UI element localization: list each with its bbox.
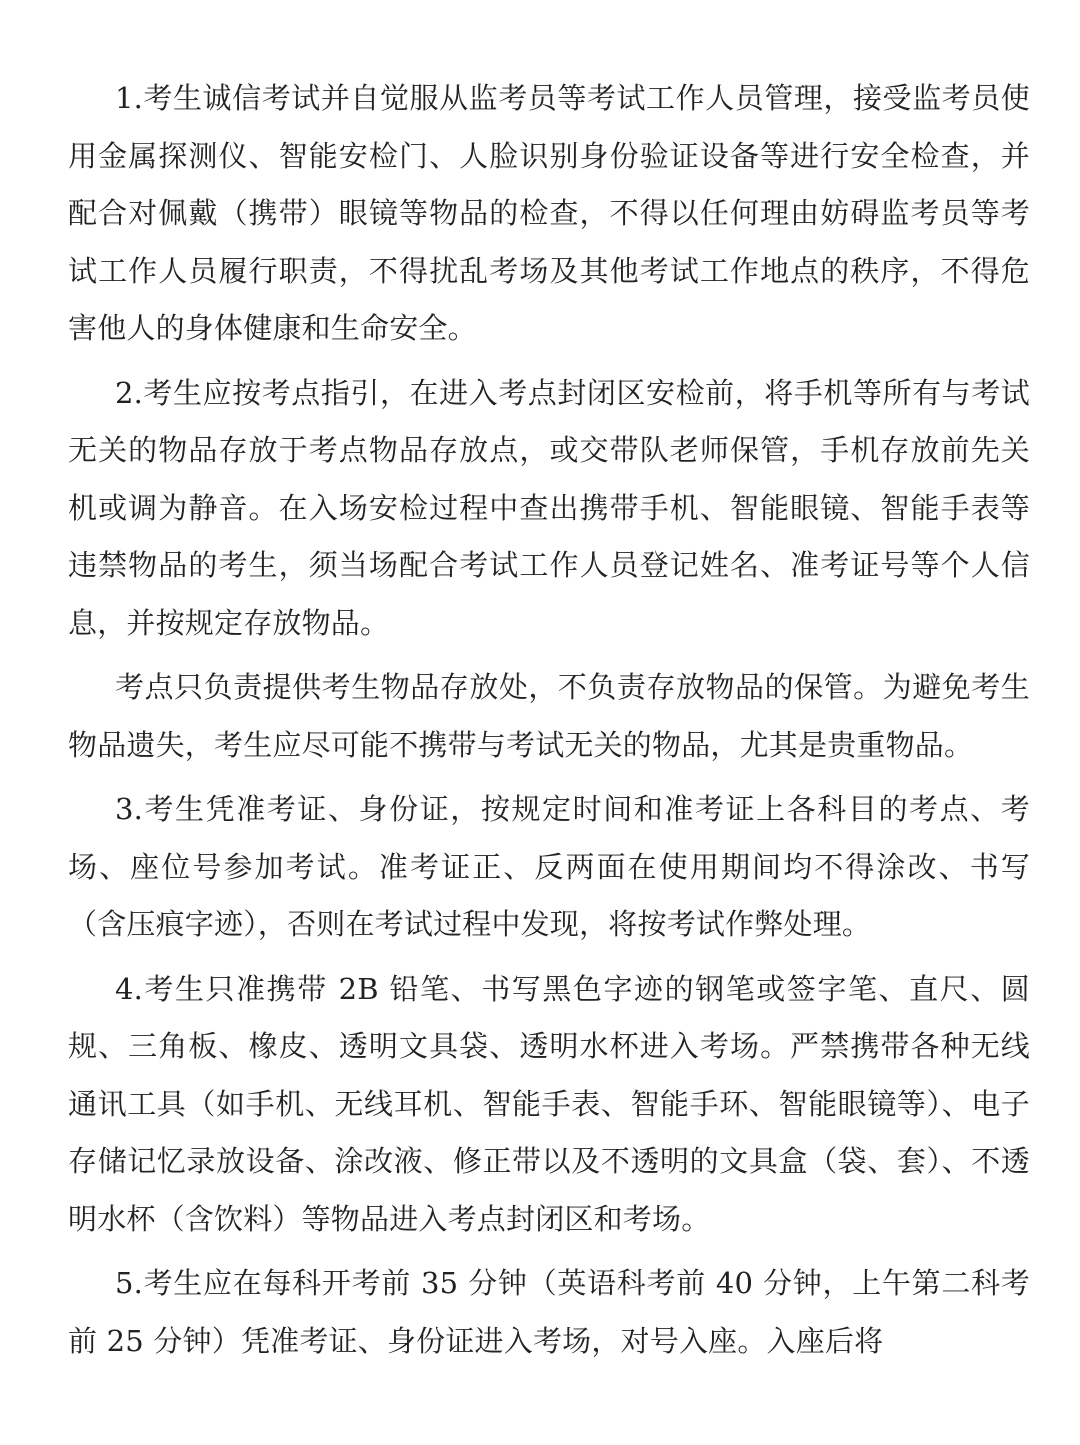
paragraph-rule-2: 2.考生应按考点指引，在进入考点封闭区安检前，将手机等所有与考试无关的物品存放于考点物品存放点，或交带队老师保管，手机存放前先关机或调为静音。在入场安检过程中查出携带手机、智能眼镜、智能手表等违禁物品的考生，须当场配合考试工作人员登记姓名、准考证号等个人信息，并按规定存放物品。: [68, 375, 1030, 640]
paragraph-rule-2-note: 考点只负责提供考生物品存放处，不负责存放物品的保管。为避免考生物品遗失，考生应尽可能不携带与考试无关的物品，尤其是贵重物品。: [68, 670, 1030, 762]
paragraph-rule-4: 4.考生只准携带 2B 铅笔、书写黑色字迹的钢笔或签字笔、直尺、圆规、三角板、橡皮、透明文具袋、透明水杯进入考场。严禁携带各种无线通讯工具（如手机、无线耳机、智能手表、智能手环、智能眼镜等）、电子存储记忆录放设备、涂改液、修正带以及不透明的文具盒（袋、套）、不透明水杯（含饮料）等物品进入考点封闭区和考场。: [68, 971, 1030, 1236]
paragraph-rule-1: 1.考生诚信考试并自觉服从监考员等考试工作人员管理，接受监考员使用金属探测仪、智能安检门、人脸识别身份验证设备等进行安全检查，并配合对佩戴（携带）眼镜等物品的检查，不得以任何理由妨碍监考员等考试工作人员履行职责，不得扰乱考场及其他考试工作地点的秩序，不得危害他人的身体健康和生命安全。: [68, 81, 1030, 345]
paragraph-rule-5: 5.考生应在每科开考前 35 分钟（英语科考前 40 分钟，上午第二科考前 25 分钟）凭准考证、身份证进入考场，对号入座。入座后将: [68, 1266, 1030, 1358]
document-body: [68, 70, 1030, 1377]
paragraph-rule-3: 3.考生凭准考证、身份证，按规定时间和准考证上各科目的考点、考场、座位号参加考试。准考证正、反两面在使用期间均不得涂改、书写（含压痕字迹），否则在考试过程中发现，将按考试作弊处理。: [68, 792, 1030, 941]
